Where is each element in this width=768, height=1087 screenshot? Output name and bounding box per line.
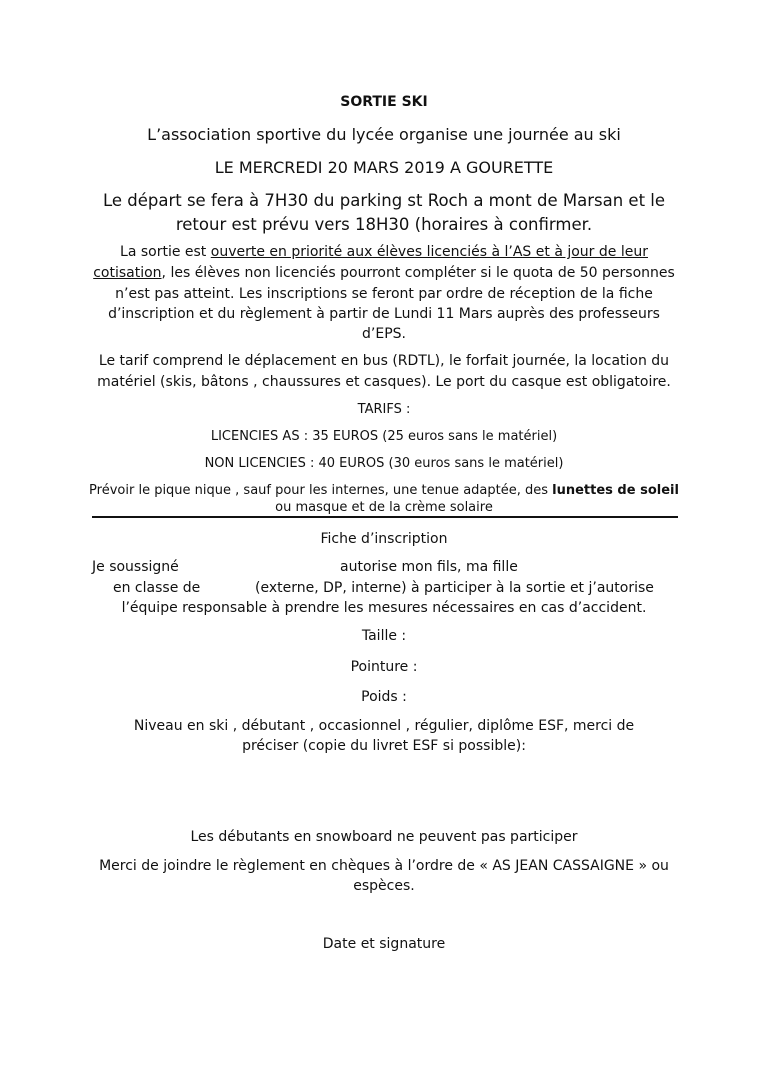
tarif-licencies: LICENCIES AS : 35 EUROS (25 euros sans le matériel): [210, 429, 558, 444]
conditions-line-1: [0, 244, 768, 260]
tarif-non-licencies: NON LICENCIES : 40 EUROS (30 euros sans le matériel): [204, 456, 564, 471]
conditions-prefix: La sortie est: [120, 244, 211, 260]
bring-prefix: Prévoir le pique nique , sauf pour les internes, une tenue adaptée, des: [89, 483, 553, 498]
bring-line-1: [0, 483, 768, 498]
signature-label: Date et signature: [322, 936, 446, 952]
event-date: LE MERCREDI 20 MARS 2019 A GOURETTE: [214, 158, 554, 177]
conditions-line-4: d’inscription et du règlement à partir de Lundi 11 Mars auprès des professeurs: [108, 306, 660, 322]
soussigne-label: Je soussigné: [92, 559, 179, 575]
regime-label: (externe, DP, interne) à participer à la sortie et j’autorise: [255, 580, 654, 596]
snowboard-notice: Les débutants en snowboard ne peuvent pas participer: [190, 829, 578, 845]
conditions-line-2: [0, 265, 768, 281]
responsable-text: l’équipe responsable à prendre les mesures nécessaires en cas d’accident.: [121, 600, 647, 616]
conditions-underlined-2: cotisation: [93, 265, 162, 281]
intro-text: L’association sportive du lycée organise une journée au ski: [147, 125, 621, 144]
niveau-line-1: Niveau en ski , débutant , occasionnel , régulier, diplôme ESF, merci de: [133, 718, 635, 734]
payment-line-1: Merci de joindre le règlement en chèques à l’ordre de « AS JEAN CASSAIGNE » ou: [99, 858, 669, 874]
page-title: SORTIE SKI: [340, 94, 428, 110]
tariff-info-line-2: matériel (skis, bâtons , chaussures et casques). Le port du casque est obligatoire.: [97, 374, 671, 390]
tarifs-heading: TARIFS :: [357, 402, 411, 417]
bring-sunglasses: lunettes de soleil: [552, 483, 679, 498]
form-heading: Fiche d’inscription: [320, 531, 448, 547]
taille-label: Taille :: [361, 628, 407, 644]
conditions-suffix: , les élèves non licenciés pourront compléter si le quota de 50 personnes: [161, 265, 675, 281]
conditions-line-5: d’EPS.: [362, 326, 406, 342]
departure-line-2: retour est prévu vers 18H30 (horaires à confirmer.: [175, 215, 593, 234]
conditions-underlined-1: ouverte en priorité aux élèves licenciés à l’AS et à jour de leur: [210, 244, 648, 260]
tariff-info-line-1: Le tarif comprend le déplacement en bus (RDTL), le forfait journée, la location du: [98, 353, 670, 369]
poids-label: Poids :: [361, 689, 407, 705]
autorise-label: autorise mon fils, ma fille: [340, 559, 518, 575]
departure-line-1: Le départ se fera à 7H30 du parking st Roch a mont de Marsan et le: [102, 191, 666, 210]
section-divider: [92, 516, 678, 518]
payment-line-2: espèces.: [353, 878, 415, 894]
conditions-line-3: n’est pas atteint. Les inscriptions se feront par ordre de réception de la fiche: [115, 286, 653, 302]
niveau-line-2: préciser (copie du livret ESF si possible):: [242, 738, 526, 754]
pointure-label: Pointure :: [350, 659, 418, 675]
bring-line-2: ou masque et de la crème solaire: [275, 500, 493, 515]
classe-label: en classe de: [113, 580, 201, 596]
